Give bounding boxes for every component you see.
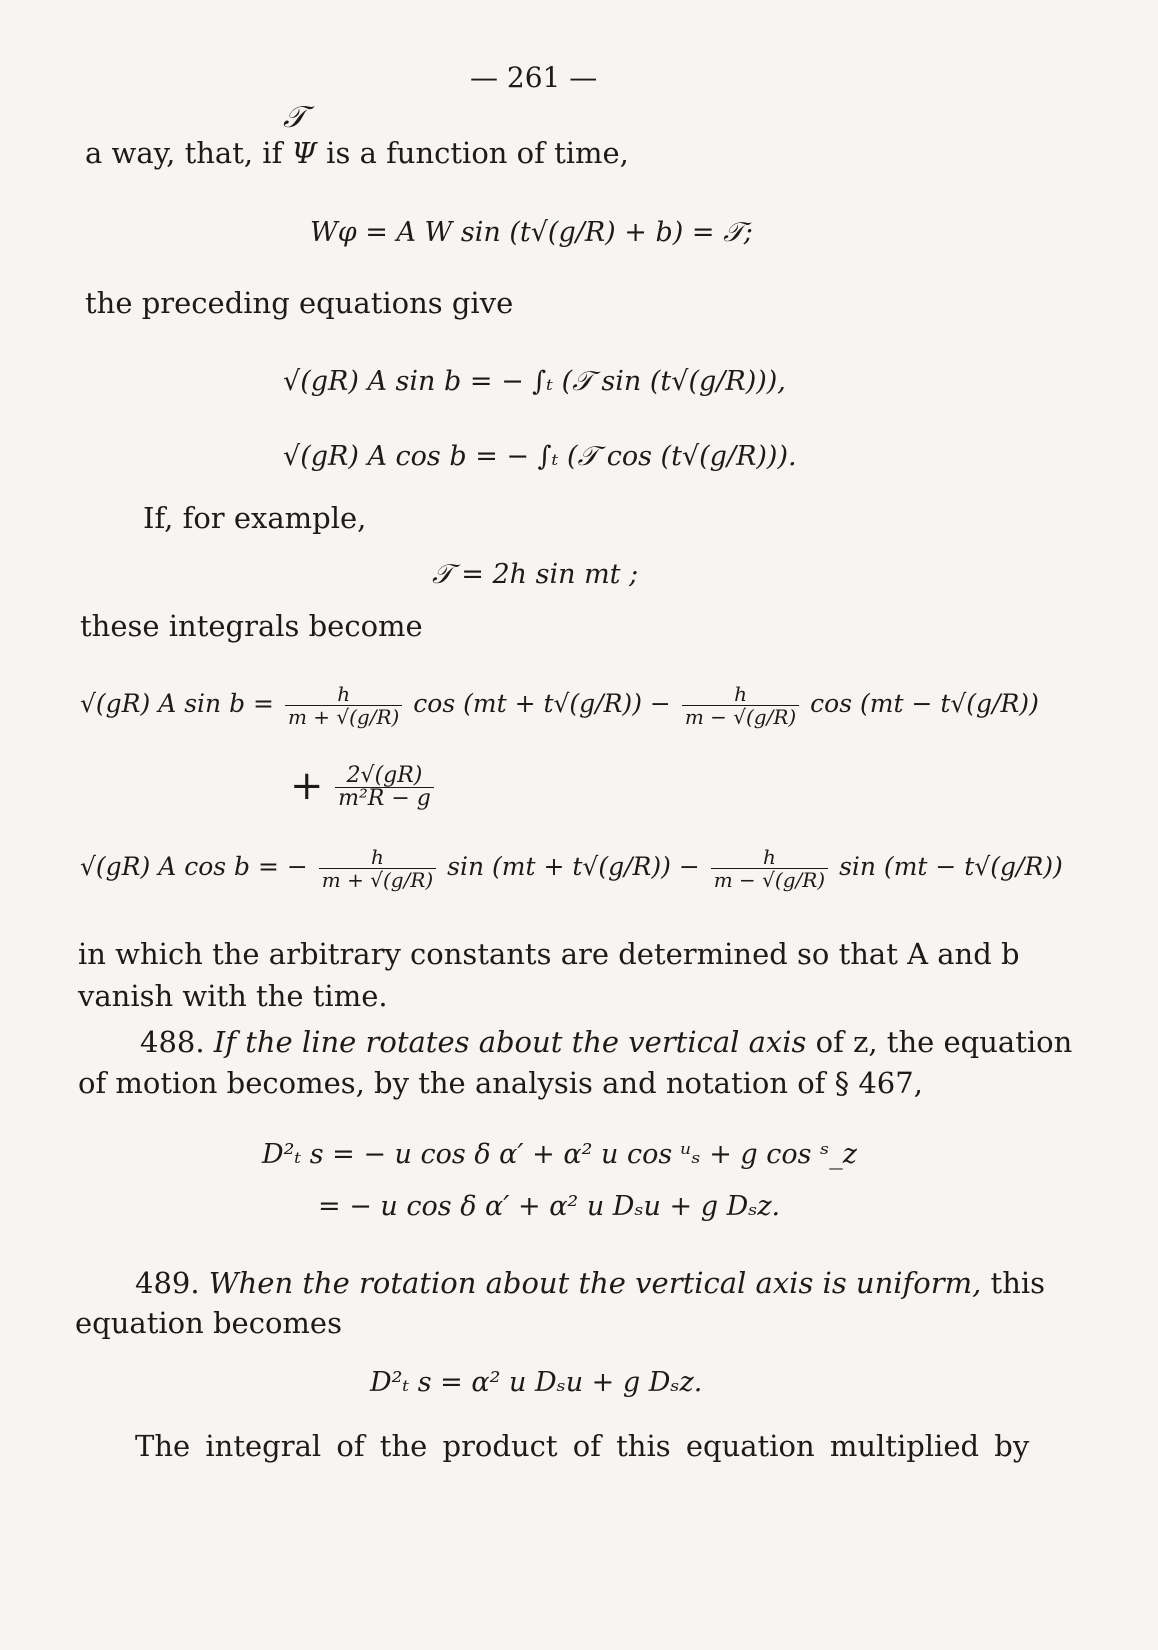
eq-operator: −: [678, 852, 700, 881]
eq-lhs: √(gR) A sin b =: [80, 689, 274, 718]
fraction-numerator: 2√(gR): [346, 763, 423, 788]
text-span: a way, that, if: [85, 136, 292, 170]
equation-4a: [80, 683, 1039, 728]
fraction-numerator: h: [734, 682, 747, 706]
paragraph-line: vanish with the time.: [78, 979, 388, 1013]
fraction: [335, 765, 434, 810]
equation-3: 𝒯 = 2h sin mt ;: [432, 559, 639, 590]
equation-1: Wφ = A W sin (t√(g/R) + b) = 𝒯;: [310, 217, 753, 248]
fraction: [711, 846, 828, 891]
equation-4c: [80, 846, 1063, 891]
text-span: of z, the equation: [806, 1025, 1073, 1059]
fraction: [319, 846, 436, 891]
eq-term: sin (mt + t√(g/R)): [447, 852, 671, 881]
paragraph-line: [85, 135, 629, 171]
page-number: — 261 —: [470, 61, 598, 94]
text-span: this: [981, 1266, 1046, 1300]
eq-term: sin (mt − t√(g/R)): [839, 852, 1063, 881]
equation-2b: √(gR) A cos b = − ∫ₜ (𝒯 cos (t√(g/R))).: [283, 441, 797, 472]
equation-4b: [290, 765, 437, 810]
paragraph-line: If, for example,: [143, 501, 367, 535]
paragraph-line: these integrals become: [80, 609, 423, 643]
fraction-denominator: m²R − g: [335, 787, 434, 810]
text-span: is a function of time,: [316, 136, 629, 170]
fraction-denominator: m + √(g/R): [319, 868, 436, 891]
section-number: 488.: [140, 1025, 205, 1059]
overwritten-symbol: 𝒯: [283, 100, 306, 135]
fraction-numerator: h: [762, 845, 776, 869]
section-number: 489.: [135, 1266, 200, 1300]
fraction-numerator: h: [371, 845, 384, 869]
eq-term: cos (mt + t√(g/R)): [413, 689, 642, 718]
fraction-denominator: m − √(g/R): [711, 868, 828, 891]
eq-lhs: √(gR) A cos b = −: [80, 852, 308, 881]
equation-6: D²ₜ s = α² u Dₛu + g Dₛz.: [370, 1367, 703, 1398]
equation-2a: √(gR) A sin b = − ∫ₜ (𝒯 sin (t√(g/R))),: [283, 366, 786, 397]
equation-5b: = − u cos δ α′ + α² u Dₛu + g Dₛz.: [318, 1191, 781, 1222]
fraction-denominator: m − √(g/R): [682, 705, 799, 728]
equation-5a: D²ₜ s = − u cos δ α′ + α² u cos ᵘₛ + g cos ˢ_z: [262, 1139, 857, 1170]
eq-operator: +: [290, 763, 324, 809]
section-heading: If the line rotates about the vertical axis: [213, 1025, 807, 1059]
section-489-line: [135, 1265, 1045, 1301]
fraction: [682, 683, 799, 728]
paragraph-line: the preceding equations give: [85, 286, 514, 320]
section-488-line: [140, 1024, 1072, 1060]
paragraph-line: equation becomes: [75, 1306, 342, 1340]
psi-symbol: Ψ: [291, 136, 317, 170]
paragraph-line: The integral of the product of this equation multiplied by: [135, 1429, 1030, 1463]
fraction-numerator: h: [337, 682, 351, 706]
eq-operator: −: [649, 689, 671, 718]
paragraph-line: of motion becomes, by the analysis and notation of § 467,: [78, 1066, 923, 1100]
eq-term: cos (mt − t√(g/R)): [810, 689, 1039, 718]
section-heading: When the rotation about the vertical axis is uniform,: [208, 1266, 982, 1300]
paragraph-line: in which the arbitrary constants are determined so that A and b: [78, 937, 1020, 971]
fraction-denominator: m + √(g/R): [285, 705, 402, 728]
fraction: [285, 683, 402, 728]
